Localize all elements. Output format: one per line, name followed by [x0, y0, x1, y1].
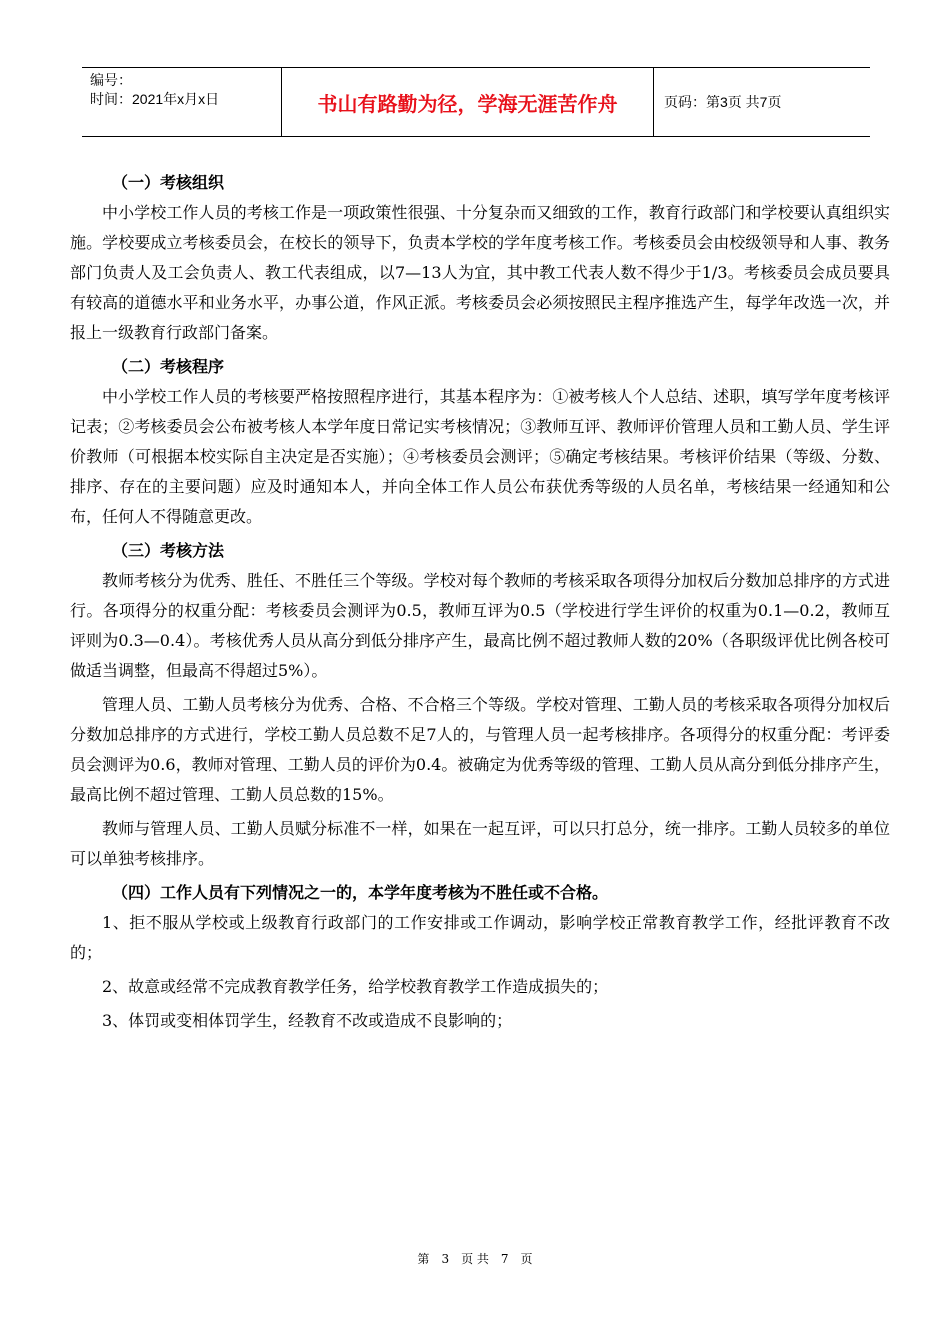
- page-header: [82, 67, 870, 137]
- document-date-label: 时间：2021年x月x日: [90, 91, 220, 107]
- paragraph: 教师与管理人员、工勤人员赋分标准不一样，如果在一起互评，可以只打总分，统一排序。工勤人员较多的单位可以单独考核排序。: [70, 819, 890, 868]
- footer-page-number: 3: [441, 1252, 450, 1266]
- section-1: [70, 168, 890, 348]
- header-page-label: 页码：第3页 共7页: [664, 94, 782, 110]
- footer-page-prefix: 第: [417, 1252, 430, 1266]
- paragraph: 中小学校工作人员的考核工作是一项政策性很强、十分复杂而又细致的工作，教育行政部门和学校要认真组织实施。学校要成立考核委员会，在校长的领导下，负责本学校的学年度考核工作。考核委员会由校级领导和人事、教务部门负责人及工会负责人、教工代表组成，以7—13人为宜，其中教工代表人数不得少于1/3。考核委员会成员要具有较高的道德水平和业务水平，办事公道，作风正派。考核委员会必须按照民主程序推选产生，每学年改选一次，并报上一级教育行政部门备案。: [70, 203, 890, 342]
- page-footer: [0, 1250, 950, 1267]
- document-number-label: 编号：: [90, 72, 132, 88]
- paragraph: 中小学校工作人员的考核要严格按照程序进行，其基本程序为：①被考核人个人总结、述职，填写学年度考核评记表；②考核委员会公布被考核人本学年度日常记实考核情况；③教师互评、教师评价管理人员和工勤人员、学生评价教师（可根据本校实际自主决定是否实施）；④考核委员会测评；⑤确定考核结果。考核评价结果（等级、分数、排序、存在的主要问题）应及时通知本人，并向全体工作人员公布获优秀等级的人员名单，考核结果一经通知和公布，任何人不得随意更改。: [70, 387, 890, 526]
- list-item: 3、体罚或变相体罚学生，经教育不改或造成不良影响的；: [102, 1011, 513, 1030]
- header-meta: [82, 68, 282, 136]
- section-heading: （三）考核方法: [112, 541, 225, 560]
- paragraph: 教师考核分为优秀、胜任、不胜任三个等级。学校对每个教师的考核采取各项得分加权后分数加总排序的方式进行。各项得分的权重分配：考核委员会测评为0.5，教师互评为0.5（学校进行学生评价的权重为0.1—0.2，教师互评则为0.3—0.4）。考核优秀人员从高分到低分排序产生，最高比例不超过教师人数的20%（各职级评优比例各校可做适当调整，但最高不得超过5%）。: [70, 571, 890, 680]
- section-heading: （四）工作人员有下列情况之一的，本学年度考核为不胜任或不合格。: [112, 883, 609, 902]
- footer-page-middle: 页 共: [461, 1252, 489, 1266]
- list-item: 2、故意或经常不完成教育教学任务，给学校教育教学工作造成损失的；: [102, 977, 609, 996]
- section-4: [70, 878, 890, 1036]
- header-motto: 书山有路勤为径，学海无涯苦作舟: [282, 68, 654, 136]
- footer-page-suffix: 页: [520, 1252, 533, 1266]
- list-item: 1、拒不服从学校或上级教育行政部门的工作安排或工作调动，影响学校正常教育教学工作，经批评教育不改的；: [70, 913, 890, 962]
- section-2: [70, 352, 890, 532]
- footer-page-total: 7: [500, 1252, 509, 1266]
- section-3: [70, 536, 890, 874]
- paragraph: 管理人员、工勤人员考核分为优秀、合格、不合格三个等级。学校对管理、工勤人员的考核采取各项得分加权后分数加总排序的方式进行，学校工勤人员总数不足7人的，与管理人员一起考核排序。各项得分的权重分配：考评委员会测评为0.6，教师对管理、工勤人员的评价为0.4。被确定为优秀等级的管理、工勤人员从高分到低分排序产生，最高比例不超过管理、工勤人员总数的15%。: [70, 695, 890, 804]
- section-heading: （一）考核组织: [112, 173, 225, 192]
- section-heading: （二）考核程序: [112, 357, 225, 376]
- document-body: [70, 168, 890, 1040]
